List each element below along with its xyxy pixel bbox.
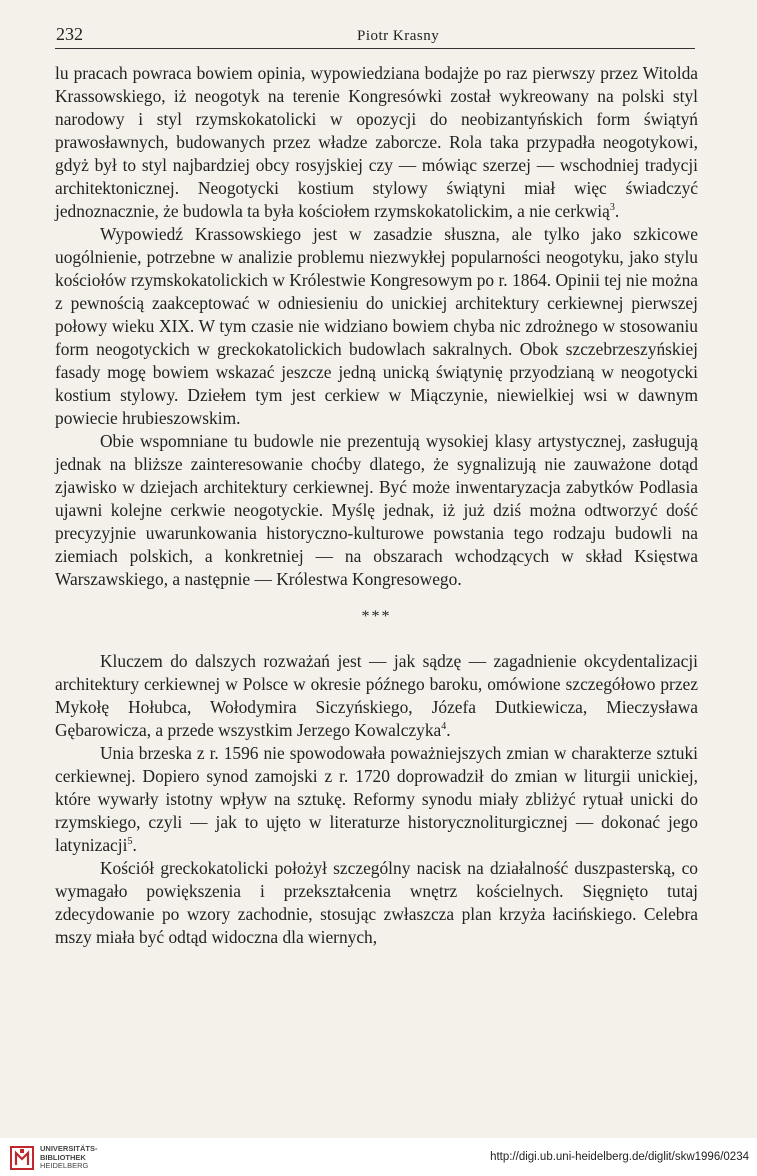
- permalink-url[interactable]: http://digi.ub.uni-heidelberg.de/diglit/skw1996/0234: [490, 1151, 749, 1163]
- paragraph-5: Unia brzeska z r. 1596 nie spowodowała poważniejszych zmian w charakterze sztuki cerkiewnej. Dopiero synod zamojski z r. 1720 doprowadził do zmian w liturgii unickiej, które wywarły istotny wpływ na sztukę. Reformy synodu miały zbliżyć rytuał unicki do rzymskiego, czyli — jak to ujęto w literaturze historycznoliturgicznej — dokonać jego latynizacji$^5$.: [55, 743, 698, 855]
- library-name: UNIVERSITÄTS- BIBLIOTHEK HEIDELBERG: [40, 1144, 98, 1170]
- page-header: [55, 24, 695, 49]
- paragraph-6: Kościół greckokatolicki położył szczególny nacisk na działalność duszpasterską, co wymagało powiększenia i przekształcenia wnętrz kościelnych. Sięgnięto tutaj zdecydowanie po wzory zachodnie, stosując zwłaszcza plan krzyża łacińskiego. Celebra mszy miała być odtąd widoczna dla wiernych,: [55, 858, 698, 947]
- section-separator: ***: [361, 608, 392, 625]
- paragraph-2: Wypowiedź Krassowskiego jest w zasadzie słuszna, ale tylko jako szkicowe uogólnienie, potrzebne w analizie problemu niezwykłej popularności neogotyku, jako stylu kościołów rzymskokatolickich w Królestwie Kongresowym po r. 1864. Opinii tej nie można z pewnością zaakceptować w odniesieniu do unickiej architektury cerkiewnej pierwszej połowy wieku XIX. W tym czasie nie widziano bowiem chyba nic zdrożnego w stosowaniu form neogotyckich w greckokatolickich budowlach sakralnych. Obok szczebrzeszyńskiej fasady mogę bowiem wskazać jeszcze jedną unicką świątynię przyodzianą w neogotycki kostium stylowy. Dziełem tym jest cerkiew w Miączynie, niewielkiej wsi w dawnym powiecie hrubieszowskim.: [55, 224, 698, 428]
- running-head: Piotr Krasny: [357, 28, 440, 44]
- paragraph-3: Obie wspomniane tu budowle nie prezentują wysokiej klasy artystycznej, zasługują jednak na bliższe zainteresowanie choćby dlatego, że sygnalizują nie zauważone dotąd zjawisko w dziejach architektury cerkiewnej. Być może inwentaryzacja zabytków Podlasia ujawni kolejne cerkwie neogotyckie. Myślę jednak, iż już dziś można odtworzyć dość precyzyjnie uwarunkowania historyczno-kulturowe powstania tego rodzaju budowli na ziemiach polskich, a konkretniej — na obszarach wchodzących w skład Księstwa Warszawskiego, a następnie — Królestwa Kongresowego.: [55, 431, 698, 589]
- digitization-footer: [0, 1138, 757, 1176]
- paragraph-4: Kluczem do dalszych rozważań jest — jak sądzę — zagadnienie okcydentalizacji architektury cerkiewnej w Polsce w okresie późnego baroku, omówione szczegółowo przez Mykołę Hołubca, Wołodymira Siczyńskiego, Józefa Dutkiewicza, Mieczysława Gębarowicza, a przede wszystkim Jerzego Kowalczyka$^4$.: [55, 651, 698, 740]
- footnote-ref-3[interactable]: 3: [609, 202, 615, 214]
- page-number: 232: [56, 24, 83, 44]
- body-text: [55, 62, 698, 949]
- paragraph-1: lu pracach powraca bowiem opinia, wypowiedziana bodajże po raz pierwszy przez Witolda Krassowskiego, iż neogotyk na terenie Kongresówki został wykreowany na polski styl narodowy i styl rzymskokatolicki w opozycji do neobizantyńskich form świątyń prawosławnych, budowanych przez władze zaborcze. Rola taka przypadła neogotykowi, gdyż był to styl najbardziej obcy rosyjskiej czy — mówiąc szerzej — wschodniej tradycji architektonicznej. Neogotycki kostium stylowy świątyni miał więc świadczyć jednoznacznie, że budowla ta była kościołem rzymskokatolickim, a nie cerkwią$^3$.: [55, 63, 698, 221]
- library-logo-icon: [10, 1145, 34, 1171]
- footnote-ref-4[interactable]: 4: [441, 721, 447, 733]
- footnote-ref-5[interactable]: 5: [127, 836, 133, 848]
